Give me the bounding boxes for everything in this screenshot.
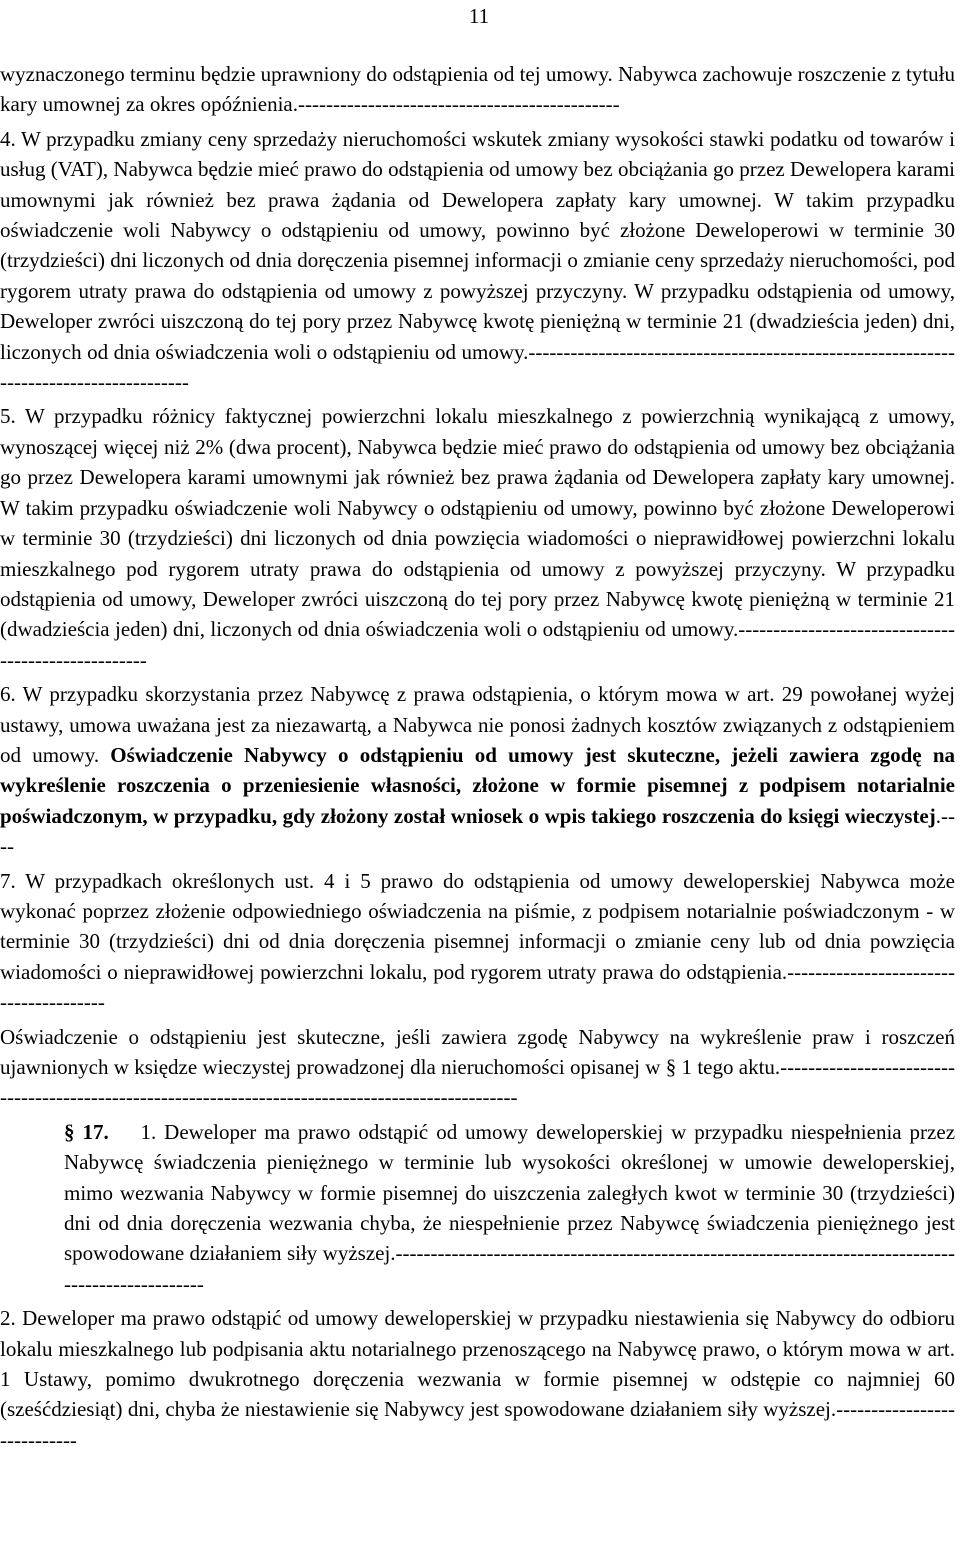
section-17-paragraph-1 bbox=[0, 1117, 955, 1299]
section-17-paragraph-1-text: 1. Deweloper ma prawo odstąpić od umowy deweloperskiej w przypadku niespełnienia przez Nabywcę świadczenia pieniężnego w terminie lub wysokości określonej w umowie deweloperskiej, mimo wezwania Nabywcy w formie pisemnej do uiszczenia zaległych kwot w terminie 30 (trzydzieści) dni od dnia doręczenia wezwania chyba, że niespełnienie przez Nabywcę świadczenia pieniężnego jest spowodowane działaniem siły wyższej.---------------------------------------------------------------------------------------------------- bbox=[64, 1119, 956, 1296]
paragraph-continuation: wyznaczonego terminu będzie uprawniony do odstąpienia od tej umowy. Nabywca zachowuje roszczenie z tytułu kary umownej za okres opóźnienia.---------------------------------------------- bbox=[0, 62, 955, 117]
paragraph-oswiadczenie: Oświadczenie o odstąpieniu jest skuteczne, jeśli zawiera zgodę Nabywcy na wykreślenie praw i roszczeń ujawnionych w księdze wieczystej prowadzonej dla nieruchomości opisanej w § 1 tego aktu.--------------------------------------------------------------------------------------------------- bbox=[0, 1024, 955, 1110]
paragraph-5: 5. W przypadku różnicy faktycznej powierzchni lokalu mieszkalnego z powierzchnią wynikającą z umowy, wynoszącej więcej niż 2% (dwa procent), Nabywca będzie mieć prawo do odstąpienia od umowy bez obciążania go przez Dewelopera karami umownymi jak również bez prawa żądania od Dewelopera zapłaty kary umownej. W takim przypadku oświadczenie woli Nabywcy o odstąpieniu od umowy, powinno być złożone Deweloperowi w terminie 30 (trzydzieści) dni liczonych od dnia powzięcia wiadomości o nieprawidłowej powierzchni lokalu mieszkalnego pod rygorem utraty prawa do odstąpienia od umowy z powyższej przyczyny. W przypadku odstąpienia od umowy, Deweloper zwróci uiszczoną do tej pory przez Nabywcę kwotę pieniężną w terminie 21 (dwadzieścia jeden) dni, liczonych od dnia oświadczenia woli o odstąpieniu od umowy.---------------------------------------------------- bbox=[0, 404, 955, 672]
paragraph-6-tail: .---- bbox=[0, 803, 955, 859]
section-17-paragraph-2: 2. Deweloper ma prawo odstąpić od umowy deweloperskiej w przypadku niestawienia się Nabywcy do odbioru lokalu mieszkalnego lub podpisania aktu notarialnego przenoszącego na Nabywcę prawo, o którym mowa w art. 1 Ustawy, pomimo dwukrotnego doręczenia wezwania w formie pisemnej w odstępie co najmniej 60 (sześćdziesiąt) dni, chyba że niestawienie się Nabywcy jest spowodowane działaniem siły wyższej.---------------------------- bbox=[0, 1306, 955, 1452]
paragraph-6 bbox=[0, 679, 955, 861]
paragraph-4: 4. W przypadku zmiany ceny sprzedaży nieruchomości wskutek zmiany wysokości stawki podatku od towarów i usług (VAT), Nabywca będzie mieć prawo do odstąpienia od umowy bez obciążania go przez Dewelopera karami umownymi jak również bez prawa żądania od Dewelopera zapłaty kary umownej. W takim przypadku oświadczenie woli Nabywcy o odstąpieniu od umowy, powinno być złożone Deweloperowi w terminie 30 (trzydzieści) dni liczonych od dnia doręczenia pisemnej informacji o zmianie ceny sprzedaży nieruchomości, pod rygorem utraty prawa do odstąpienia od umowy z powyższej przyczyny. W przypadku odstąpienia od umowy, Deweloper zwróci uiszczoną do tej pory przez Nabywcę kwotę pieniężną w terminie 21 (dwadzieścia jeden) dni, liczonych od dnia oświadczenia woli o odstąpieniu od umowy.---------------------------------------------------------------------------------------- bbox=[0, 126, 955, 395]
paragraph-6-text: 6. W przypadku skorzystania przez Nabywcę z prawa odstąpienia, o którym mowa w art. 29 powołanej wyżej ustawy, umowa uważana jest za niezawartą, a Nabywca nie ponosi żadnych kosztów związanych z odstąpieniem od umowy. bbox=[0, 682, 955, 767]
paragraph-6-bold-text: Oświadczenie Nabywcy o odstąpieniu od umowy jest skuteczne, jeżeli zawiera zgodę na wykreślenie roszczenia o przeniesienie własności, złożone w formie pisemnej z podpisem notarialnie poświadczonym, w przypadku, gdy złożony został wniosek o wpis takiego roszczenia do księgi wieczystej bbox=[0, 742, 955, 828]
document-body bbox=[0, 59, 955, 1459]
section-17-heading: § 17. bbox=[64, 1119, 109, 1144]
page-number: 11 bbox=[468, 4, 490, 28]
paragraph-7: 7. W przypadkach określonych ust. 4 i 5 prawo do odstąpienia od umowy deweloperskiej Nabywca może wykonać poprzez złożenie odpowiedniego oświadczenia na piśmie, z podpisem notarialnie poświadczonym - w terminie 30 (trzydzieści) dni od dnia doręczenia pisemnej informacji o zmianie ceny lub od dnia powzięcia wiadomości o nieprawidłowej powierzchni lokalu, pod rygorem utraty prawa do odstąpienia.--------------------------------------- bbox=[0, 868, 955, 1015]
